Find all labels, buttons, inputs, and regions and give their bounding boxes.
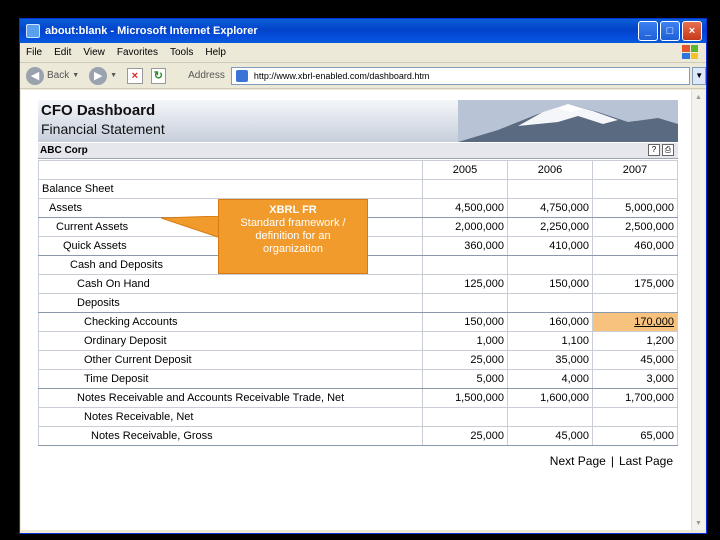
- windows-logo-icon: [682, 45, 698, 59]
- table-row: [39, 427, 678, 446]
- cell-value: 175,000: [593, 275, 678, 294]
- ie-icon: [26, 24, 40, 38]
- table-row: [39, 408, 678, 427]
- address-url: http://www.xbrl-enabled.com/dashboard.htm: [253, 70, 430, 81]
- year-header: 2005: [423, 161, 508, 180]
- cell-value: 1,700,000: [593, 389, 678, 408]
- year-header: 2007: [593, 161, 678, 180]
- page-icon: [236, 70, 248, 82]
- row-label: Notes Receivable and Accounts Receivable Trade, Net: [39, 389, 423, 408]
- cell-value: 150,000: [508, 275, 593, 294]
- cell-value: 160,000: [508, 313, 593, 332]
- row-label: Notes Receivable, Net: [39, 408, 423, 427]
- cell-value: 1,100: [508, 332, 593, 351]
- pager-separator: |: [610, 454, 614, 468]
- section-row: [39, 180, 678, 199]
- dashboard-banner: [38, 100, 678, 142]
- menu-help[interactable]: Help: [205, 47, 226, 58]
- menu-bar: [20, 43, 706, 63]
- company-header: [38, 143, 678, 159]
- vertical-scrollbar[interactable]: [691, 90, 705, 530]
- cell-value: 45,000: [508, 427, 593, 446]
- next-page-link[interactable]: Next Page: [549, 454, 606, 468]
- cell-value: 25,000: [423, 351, 508, 370]
- callout-text: definition for an: [255, 230, 331, 242]
- page-content: [21, 90, 691, 530]
- row-label: Time Deposit: [39, 370, 423, 389]
- last-page-link[interactable]: Last Page: [618, 454, 673, 468]
- cell-value: 5,000: [423, 370, 508, 389]
- row-label: Other Current Deposit: [39, 351, 423, 370]
- table-row: [39, 332, 678, 351]
- cell-value: 4,000: [508, 370, 593, 389]
- cell-value: 3,000: [593, 370, 678, 389]
- table-row: [39, 370, 678, 389]
- scroll-down-icon[interactable]: ▼: [695, 519, 702, 527]
- address-dropdown-button[interactable]: ▼: [692, 67, 706, 85]
- cell-value: 1,500,000: [423, 389, 508, 408]
- cell-value: 360,000: [423, 237, 508, 256]
- cell-value: 1,000: [423, 332, 508, 351]
- cell-value: 1,600,000: [508, 389, 593, 408]
- xbrl-callout: [218, 199, 368, 274]
- address-label: Address: [188, 70, 225, 81]
- maximize-button[interactable]: □: [660, 21, 680, 41]
- callout-text: Standard framework /: [240, 217, 346, 229]
- minimize-button[interactable]: _: [638, 21, 658, 41]
- cell-value: 4,500,000: [423, 199, 508, 218]
- row-label: Cash On Hand: [39, 275, 423, 294]
- table-row: [39, 313, 678, 332]
- cell-value: 1,200: [593, 332, 678, 351]
- forward-arrow-icon: ▶: [89, 67, 107, 85]
- back-arrow-icon: ◀: [26, 67, 44, 85]
- row-label: Checking Accounts: [39, 313, 423, 332]
- mountain-image: [458, 100, 678, 142]
- dashboard-subtitle: Financial Statement: [41, 121, 165, 137]
- toolbar: [20, 63, 706, 89]
- cell-value: 45,000: [593, 351, 678, 370]
- cell-value: 35,000: [508, 351, 593, 370]
- row-label: Quick Assets: [39, 237, 423, 256]
- cell-value: 125,000: [423, 275, 508, 294]
- row-label: Current Assets: [39, 218, 423, 237]
- table-row: [39, 389, 678, 408]
- cell-value: 4,750,000: [508, 199, 593, 218]
- cell-value: 25,000: [423, 427, 508, 446]
- print-icon[interactable]: ⎙: [662, 144, 674, 156]
- callout-title: XBRL FR: [269, 204, 317, 216]
- cell-value: 460,000: [593, 237, 678, 256]
- forward-button[interactable]: ▶ ▼: [89, 67, 117, 85]
- menu-edit[interactable]: Edit: [54, 47, 72, 58]
- table-row: [39, 351, 678, 370]
- row-label: Ordinary Deposit: [39, 332, 423, 351]
- close-button[interactable]: ×: [682, 21, 702, 41]
- refresh-icon[interactable]: ↻: [151, 68, 167, 84]
- callout-pointer: [161, 216, 223, 246]
- address-input[interactable]: [231, 67, 691, 85]
- back-button[interactable]: ◀ Back ▼: [26, 67, 79, 85]
- highlighted-cell[interactable]: 170,000: [593, 313, 678, 332]
- title-bar: [20, 19, 706, 43]
- cell-value: 2,500,000: [593, 218, 678, 237]
- table-header-row: [39, 161, 678, 180]
- row-label: Assets: [39, 199, 423, 218]
- table-row: [39, 275, 678, 294]
- row-label: Cash and Deposits: [39, 256, 423, 275]
- menu-view[interactable]: View: [83, 47, 105, 58]
- cell-value: 2,000,000: [423, 218, 508, 237]
- row-label: Notes Receivable, Gross: [39, 427, 423, 446]
- browser-window: [19, 18, 707, 534]
- cell-value: 2,250,000: [508, 218, 593, 237]
- pagination: [550, 454, 673, 468]
- cell-value: 410,000: [508, 237, 593, 256]
- section-label: Balance Sheet: [39, 180, 423, 199]
- company-name: ABC Corp: [40, 145, 88, 156]
- year-header: 2006: [508, 161, 593, 180]
- cell-value: 5,000,000: [593, 199, 678, 218]
- menu-file[interactable]: File: [26, 47, 43, 58]
- window-title: about:blank - Microsoft Internet Explorer: [45, 25, 258, 37]
- dashboard-title: CFO Dashboard: [41, 102, 156, 119]
- menu-favorites[interactable]: Favorites: [116, 47, 158, 58]
- menu-tools[interactable]: Tools: [169, 47, 194, 58]
- callout-text: organization: [263, 243, 323, 255]
- row-label: Deposits: [39, 294, 423, 313]
- cell-value: 65,000: [593, 427, 678, 446]
- cell-value: 150,000: [423, 313, 508, 332]
- help-icon[interactable]: ?: [648, 144, 660, 156]
- stop-icon[interactable]: ×: [127, 68, 143, 84]
- back-label: Back: [47, 70, 70, 81]
- scroll-up-icon[interactable]: ▲: [695, 93, 702, 101]
- table-row: [39, 294, 678, 313]
